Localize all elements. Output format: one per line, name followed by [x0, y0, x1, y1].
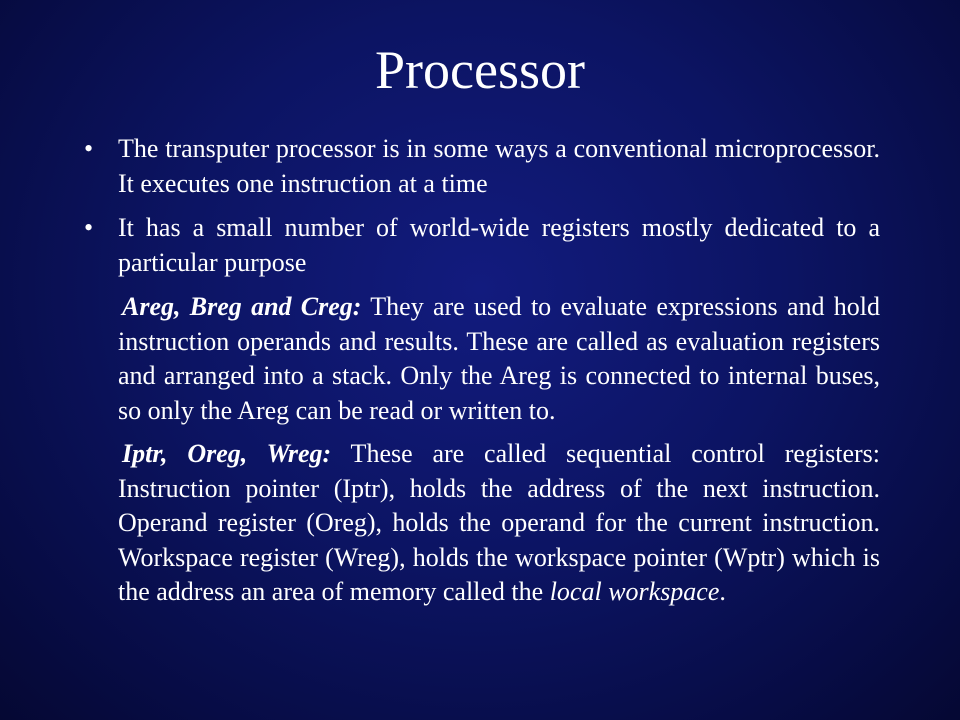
italic-term: local workspace [549, 577, 720, 606]
paragraph-text: These are called sequential control registers: Instruction pointer (Iptr), holds the address of the next instruction. Operand register (Oreg), holds the operand for the current instruction. Workspace register (Wreg), holds the workspace pointer (Wptr) which is the address an area of memory called the [118, 439, 881, 606]
bullet-marker: • [84, 213, 94, 242]
slide-title: Processor [375, 40, 585, 100]
bullet-item [84, 132, 880, 201]
paragraph-lead: Areg, Breg and Creg: [122, 292, 362, 321]
bullet-item [84, 211, 880, 280]
paragraph-lead: Iptr, Oreg, Wreg: [122, 439, 332, 468]
paragraph-text: They are used to evaluate expressions and hold instruction operands and results. These are called as evaluation registers and arranged into a stack. Only the Areg is connected to internal buses, so only the Areg can be read or written to. [118, 292, 880, 425]
paragraph-end: . [719, 577, 726, 606]
bullet-text: The transputer processor is in some ways a conventional microprocessor. It executes one instruction at a time [118, 134, 880, 198]
bullet-text: It has a small number of world-wide registers mostly dedicated to a particular purpose [118, 213, 880, 277]
control-registers-paragraph [118, 437, 880, 610]
evaluation-registers-paragraph [118, 290, 880, 428]
slide-body [84, 132, 880, 619]
bullet-marker: • [84, 134, 94, 163]
